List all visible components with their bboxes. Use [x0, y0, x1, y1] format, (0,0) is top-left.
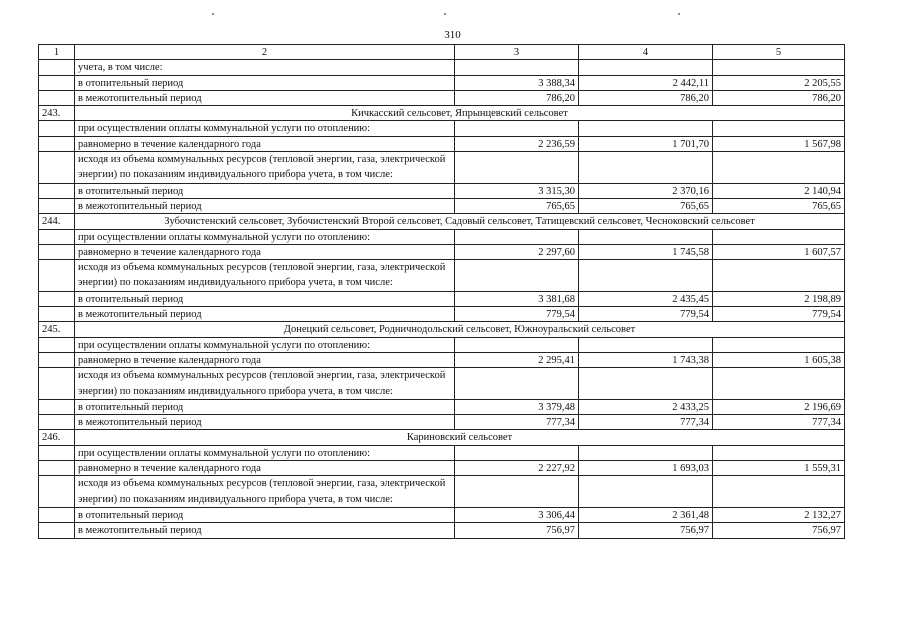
section-header-row — [39, 106, 845, 121]
row-number-cell — [39, 399, 75, 414]
off-heating-period-row — [39, 415, 845, 430]
page-number: 310 — [444, 29, 461, 41]
row-number-cell — [39, 507, 75, 522]
value-col-3: 3 379,48 — [455, 399, 579, 414]
meter-based-row — [39, 152, 845, 184]
value-col-5: 765,65 — [713, 198, 845, 213]
heating-period-row — [39, 399, 845, 414]
value-col-4: 1 745,58 — [579, 244, 713, 259]
value-col-4: 2 435,45 — [579, 291, 713, 306]
row-label: в межотопительный период — [75, 90, 455, 105]
meter-based-row — [39, 476, 845, 508]
row-number-cell — [39, 476, 75, 508]
header-col-3: 3 — [455, 45, 579, 60]
section-header-row — [39, 214, 845, 229]
value-col-5: 2 132,27 — [713, 507, 845, 522]
value-col-3: 756,97 — [455, 523, 579, 538]
heating-payment-row — [39, 445, 845, 460]
row-label: в отопительный период — [75, 183, 455, 198]
off-heating-period-row — [39, 523, 845, 538]
row-label: в отопительный период — [75, 75, 455, 90]
value-col-3: 777,34 — [455, 415, 579, 430]
value-col-3: 3 306,44 — [455, 507, 579, 522]
tariff-table — [38, 44, 845, 539]
tariff-table-body — [39, 45, 845, 539]
row-label: в отопительный период — [75, 399, 455, 414]
value-col-3: 3 315,30 — [455, 183, 579, 198]
row-label: в отопительный период — [75, 291, 455, 306]
section-header-row — [39, 322, 845, 337]
value-col-4: 765,65 — [579, 198, 713, 213]
value-col-4: 1 693,03 — [579, 461, 713, 476]
value-col-3 — [455, 368, 579, 400]
value-col-3 — [455, 337, 579, 352]
value-col-5: 2 196,69 — [713, 399, 845, 414]
value-col-3 — [455, 121, 579, 136]
row-number-cell — [39, 307, 75, 322]
row-number-cell — [39, 183, 75, 198]
heating-period-row — [39, 183, 845, 198]
row-number-cell — [39, 121, 75, 136]
section-title: Кичкасский сельсовет, Япрынцевский сельсовет — [75, 106, 845, 121]
value-col-5: 1 605,38 — [713, 352, 845, 367]
meter-based-row — [39, 260, 845, 292]
value-col-4 — [579, 229, 713, 244]
row-number-cell — [39, 75, 75, 90]
value-col-5: 2 198,89 — [713, 291, 845, 306]
row-label: равномерно в течение календарного года — [75, 136, 455, 151]
value-col-5: 2 205,55 — [713, 75, 845, 90]
heating-period-row — [39, 291, 845, 306]
value-col-5: 1 607,57 — [713, 244, 845, 259]
heating-payment-row — [39, 337, 845, 352]
row-label: равномерно в течение календарного года — [75, 461, 455, 476]
section-title: Кариновский сельсовет — [75, 430, 845, 445]
value-col-5 — [713, 368, 845, 400]
value-col-5: 786,20 — [713, 90, 845, 105]
value-col-5: 1 559,31 — [713, 461, 845, 476]
row-number-cell — [39, 152, 75, 184]
row-number-cell — [39, 445, 75, 460]
value-col-4: 777,34 — [579, 415, 713, 430]
value-col-3: 3 381,68 — [455, 291, 579, 306]
row-label: при осуществлении оплаты коммунальной услуги по отоплению: — [75, 229, 455, 244]
value-col-3 — [455, 445, 579, 460]
off-heating-period-row — [39, 198, 845, 213]
row-number-cell — [39, 352, 75, 367]
value-col-3 — [455, 60, 579, 75]
row-number-cell — [39, 337, 75, 352]
value-col-4: 756,97 — [579, 523, 713, 538]
row-label: при осуществлении оплаты коммунальной услуги по отоплению: — [75, 445, 455, 460]
row-label: в межотопительный период — [75, 415, 455, 430]
value-col-5: 777,34 — [713, 415, 845, 430]
section-header-row — [39, 430, 845, 445]
row-number-cell — [39, 368, 75, 400]
row-label: при осуществлении оплаты коммунальной услуги по отоплению: — [75, 337, 455, 352]
value-col-3: 2 236,59 — [455, 136, 579, 151]
value-col-4: 786,20 — [579, 90, 713, 105]
value-col-4: 2 361,48 — [579, 507, 713, 522]
value-col-3: 779,54 — [455, 307, 579, 322]
section-title: Зубочистенский сельсовет, Зубочистенский Второй сельсовет, Садовый сельсовет, Татищевский сельсовет, Чесноковский сельсовет — [75, 214, 845, 229]
meter-based-row — [39, 368, 845, 400]
row-number-cell — [39, 60, 75, 75]
scan-speck — [678, 13, 680, 15]
value-col-5 — [713, 121, 845, 136]
value-col-3 — [455, 260, 579, 292]
row-label: при осуществлении оплаты коммунальной услуги по отоплению: — [75, 121, 455, 136]
value-col-3: 2 297,60 — [455, 244, 579, 259]
uniform-payment-row — [39, 136, 845, 151]
row-number-cell — [39, 523, 75, 538]
section-number: 243. — [39, 106, 75, 121]
header-col-2: 2 — [75, 45, 455, 60]
uniform-payment-row — [39, 461, 845, 476]
section-number: 244. — [39, 214, 75, 229]
off-heating-period-row — [39, 307, 845, 322]
value-col-4: 2 442,11 — [579, 75, 713, 90]
value-col-5 — [713, 152, 845, 184]
value-col-4: 1 743,38 — [579, 352, 713, 367]
row-number-cell — [39, 461, 75, 476]
row-label: равномерно в течение календарного года — [75, 352, 455, 367]
value-col-4 — [579, 337, 713, 352]
table-row — [39, 75, 845, 90]
uniform-payment-row — [39, 244, 845, 259]
row-number-cell — [39, 291, 75, 306]
value-col-4: 2 433,25 — [579, 399, 713, 414]
value-col-5: 756,97 — [713, 523, 845, 538]
heating-period-row — [39, 507, 845, 522]
header-col-5: 5 — [713, 45, 845, 60]
row-number-cell — [39, 136, 75, 151]
header-row — [39, 45, 845, 60]
value-col-4 — [579, 152, 713, 184]
value-col-5 — [713, 445, 845, 460]
row-label: исходя из объема коммунальных ресурсов (тепловой энергии, газа, электрической энергии) по показаниям индивидуального прибора учета, в том числе: — [75, 476, 455, 508]
value-col-3: 765,65 — [455, 198, 579, 213]
row-number-cell — [39, 229, 75, 244]
row-number-cell — [39, 244, 75, 259]
header-col-4: 4 — [579, 45, 713, 60]
value-col-3: 2 295,41 — [455, 352, 579, 367]
value-col-5 — [713, 229, 845, 244]
value-col-5: 1 567,98 — [713, 136, 845, 151]
value-col-4 — [579, 368, 713, 400]
value-col-3: 3 388,34 — [455, 75, 579, 90]
scan-speck — [212, 13, 214, 15]
section-title: Донецкий сельсовет, Родничнодольский сельсовет, Южноуральский сельсовет — [75, 322, 845, 337]
row-number-cell — [39, 198, 75, 213]
value-col-5 — [713, 60, 845, 75]
row-number-cell — [39, 90, 75, 105]
row-label: исходя из объема коммунальных ресурсов (тепловой энергии, газа, электрической энергии) по показаниям индивидуального прибора учета, в том числе: — [75, 368, 455, 400]
header-col-1: 1 — [39, 45, 75, 60]
heating-payment-row — [39, 121, 845, 136]
value-col-3: 2 227,92 — [455, 461, 579, 476]
value-col-3 — [455, 229, 579, 244]
value-col-5: 2 140,94 — [713, 183, 845, 198]
value-col-4: 1 701,70 — [579, 136, 713, 151]
row-label: в отопительный период — [75, 507, 455, 522]
value-col-4 — [579, 121, 713, 136]
row-label: в межотопительный период — [75, 198, 455, 213]
value-col-5 — [713, 260, 845, 292]
value-col-5 — [713, 476, 845, 508]
row-label: исходя из объема коммунальных ресурсов (тепловой энергии, газа, электрической энергии) по показаниям индивидуального прибора учета, в том числе: — [75, 152, 455, 184]
row-number-cell — [39, 260, 75, 292]
row-label: равномерно в течение календарного года — [75, 244, 455, 259]
value-col-3 — [455, 152, 579, 184]
table-row — [39, 60, 845, 75]
scan-speck — [444, 13, 446, 15]
heating-payment-row — [39, 229, 845, 244]
value-col-4: 2 370,16 — [579, 183, 713, 198]
row-number-cell — [39, 415, 75, 430]
row-label: исходя из объема коммунальных ресурсов (тепловой энергии, газа, электрической энергии) по показаниям индивидуального прибора учета, в том числе: — [75, 260, 455, 292]
uniform-payment-row — [39, 352, 845, 367]
value-col-3 — [455, 476, 579, 508]
value-col-4 — [579, 445, 713, 460]
row-label: в межотопительный период — [75, 523, 455, 538]
table-row — [39, 90, 845, 105]
row-label: в межотопительный период — [75, 307, 455, 322]
value-col-4 — [579, 260, 713, 292]
value-col-4 — [579, 60, 713, 75]
section-number: 246. — [39, 430, 75, 445]
value-col-3: 786,20 — [455, 90, 579, 105]
value-col-4 — [579, 476, 713, 508]
value-col-5: 779,54 — [713, 307, 845, 322]
section-number: 245. — [39, 322, 75, 337]
row-label: учета, в том числе: — [75, 60, 455, 75]
value-col-4: 779,54 — [579, 307, 713, 322]
value-col-5 — [713, 337, 845, 352]
